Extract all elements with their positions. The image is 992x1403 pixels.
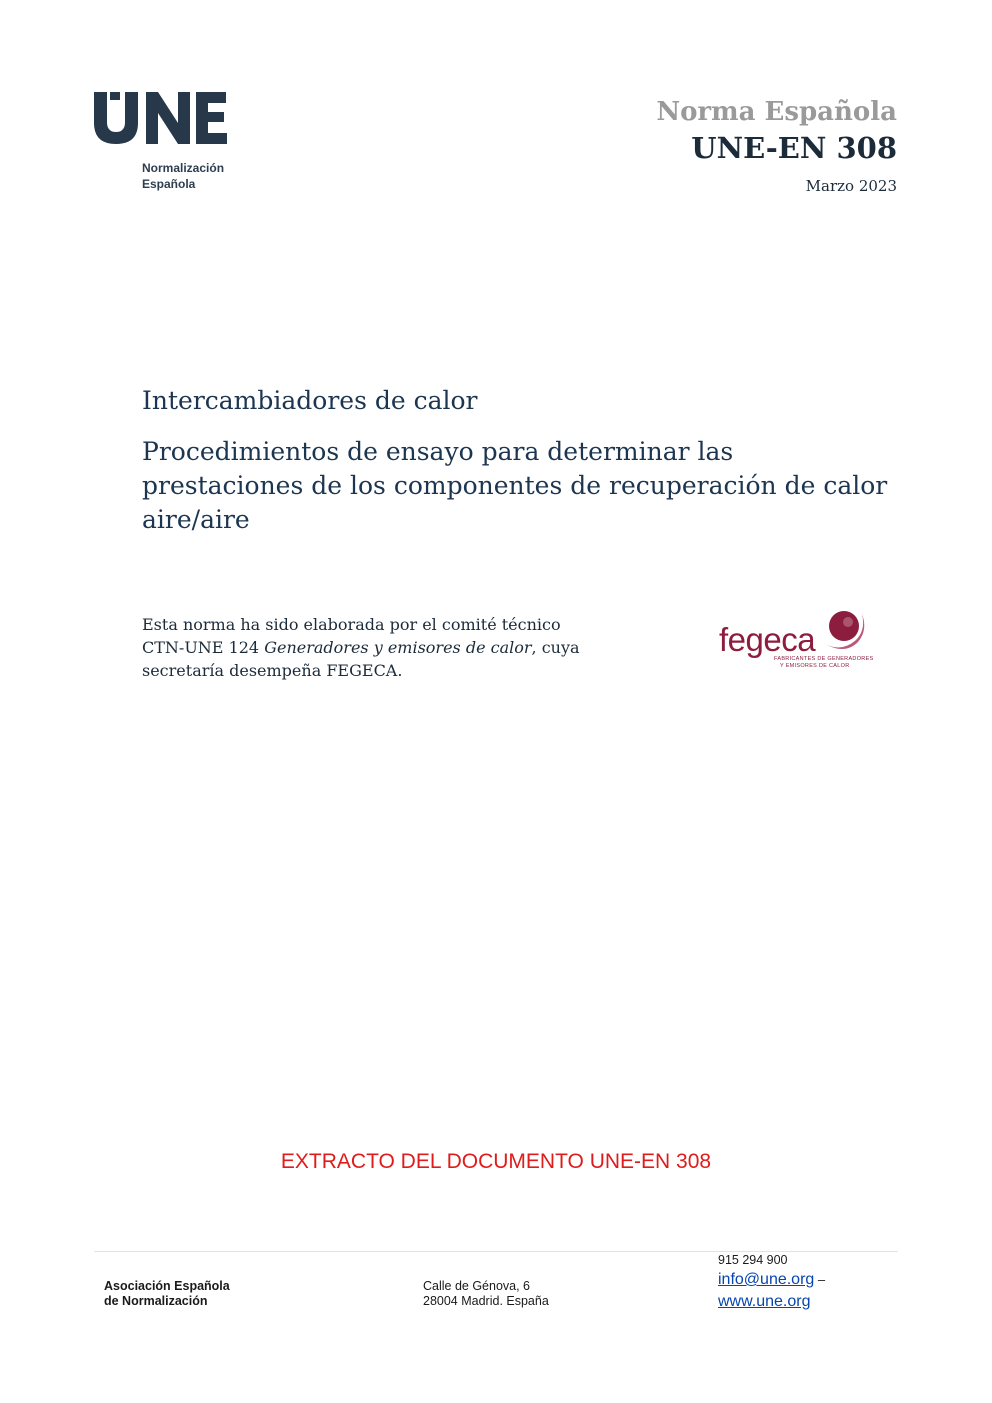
footer-email-link[interactable]: info@une.org <box>718 1271 815 1288</box>
extract-notice: EXTRACTO DEL DOCUMENTO UNE-EN 308 <box>280 1150 712 1173</box>
fegeca-tagline-line1: FABRICANTES DE GENERADORES <box>774 656 874 662</box>
footer-org-line1: Asociación Española <box>104 1279 230 1293</box>
committee-code: CTN-UNE 124 <box>142 638 265 657</box>
logo-subtitle-line2: Española <box>142 177 196 191</box>
une-logo-mark <box>92 88 242 148</box>
committee-line3: secretaría desempeña FEGECA. <box>142 661 403 680</box>
footer-web-row <box>718 1292 811 1312</box>
fegeca-logo <box>716 604 874 674</box>
committee-line2 <box>142 636 612 659</box>
footer-organization <box>104 1279 230 1309</box>
norma-label: Norma Española <box>656 97 897 127</box>
norma-code: UNE-EN 308 <box>691 131 897 165</box>
footer-address <box>423 1279 549 1309</box>
document-subtitle: Procedimientos de ensayo para determinar las prestaciones de los componentes de recuperación de calor aire/aire <box>142 437 888 534</box>
footer-org-line2: de Normalización <box>104 1294 208 1308</box>
committee-suffix: , cuya <box>531 638 580 657</box>
footer-address-line2: 28004 Madrid. España <box>423 1294 549 1308</box>
footer-address-line1: Calle de Génova, 6 <box>423 1279 531 1293</box>
une-logo <box>92 88 242 198</box>
norma-date: Marzo 2023 <box>805 177 897 195</box>
footer-email-row <box>718 1270 825 1290</box>
committee-name: Generadores y emisores de calor <box>264 638 532 657</box>
committee-statement <box>142 613 612 682</box>
fegeca-tagline <box>774 656 873 670</box>
committee-line1: Esta norma ha sido elaborada por el comité técnico <box>142 615 561 634</box>
fegeca-wordmark: fegeca <box>719 621 816 658</box>
footer-phone: 915 294 900 <box>718 1253 788 1267</box>
fegeca-swirl-icon <box>816 604 866 654</box>
document-title: Intercambiadores de calor <box>142 386 478 415</box>
footer-web-link[interactable]: www.une.org <box>718 1293 811 1310</box>
fegeca-tagline-line2: Y EMISORES DE CALOR <box>780 663 850 669</box>
footer-divider <box>94 1251 898 1252</box>
logo-subtitle-line1: Normalización <box>142 161 225 175</box>
footer-email-suffix: – <box>814 1272 826 1287</box>
